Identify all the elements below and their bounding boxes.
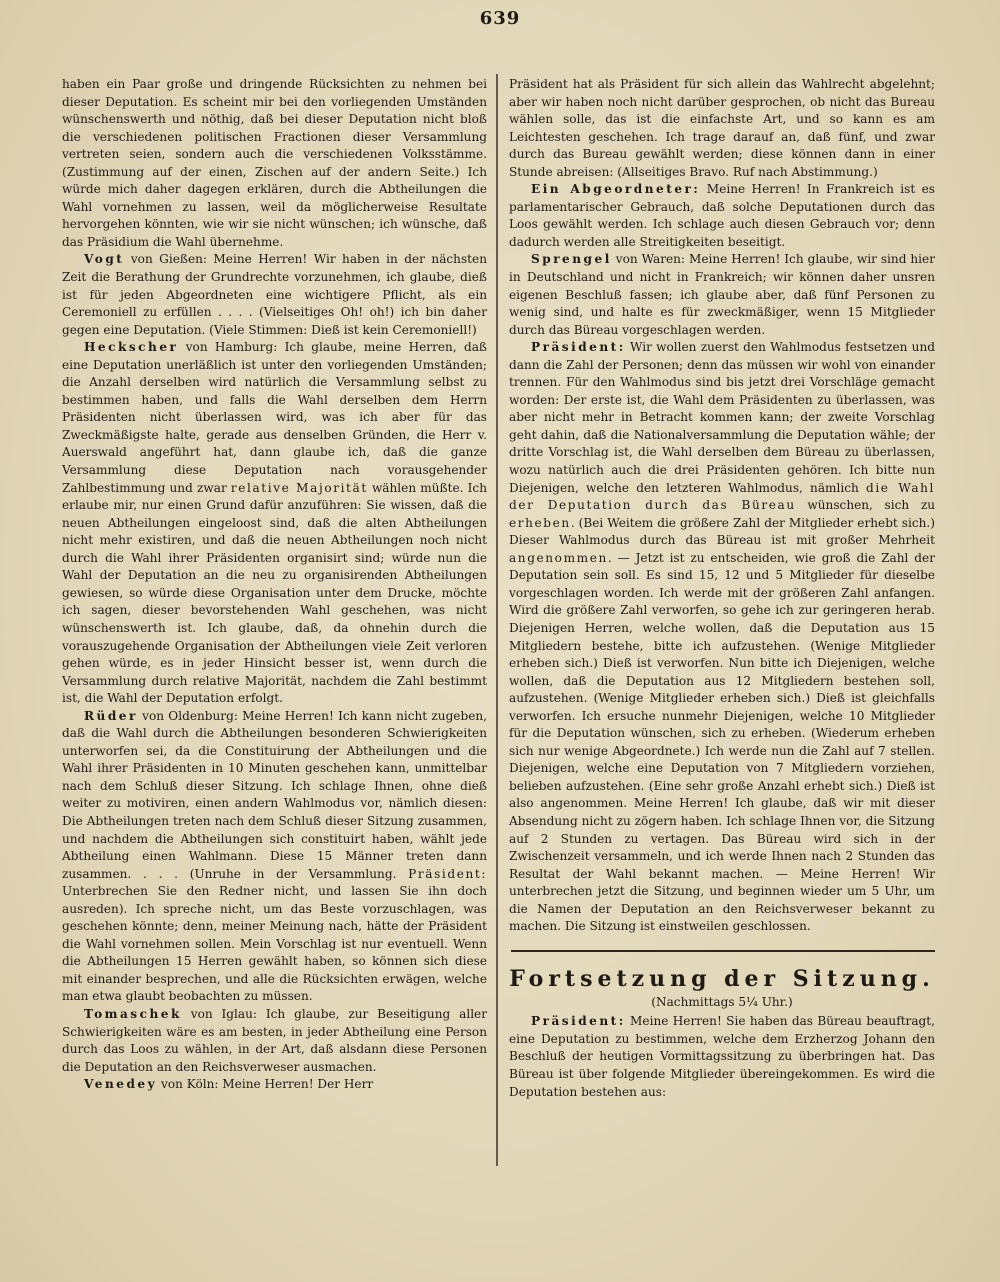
spaced-text: die Wahl der Deputation durch das Büreau (509, 480, 935, 513)
paragraph-text: von Oldenburg: Meine Herren! Ich kann nicht zugeben, daß die Wahl durch die Abtheilungen besonderen Schwierigkeiten unterworfen sei, da die Constituirung der Abtheilungen und die Wahl ihrer Präsidenten in 10 Minuten geschehen kann, unmittelbar nach dem Schluß dieser Sitzung. Ich schlage Ihnen, ohne dieß weiter zu motiviren, einen andern Wahlmodus vor, nämlich diesen: Die Abtheilungen treten nach dem Schluß dieser Sitzung zusammen, und nachdem die Abtheilungen sich constituirt haben, wählt jede Abtheilung einen Wahlmann. Diese 15 Männer treten dann zusammen. . . . (Unruhe in der Versammlung. (62, 708, 487, 881)
paragraph (62, 251, 487, 339)
paragraph (509, 76, 935, 181)
page-number: 639 (479, 8, 521, 29)
paragraph-text: Präsident hat als Präsident für sich allein das Wahlrecht abgelehnt; aber wir haben noch nicht darüber gesprochen, ob nicht das Bureau wählen solle, das ist die einfachste Art, und so kann es am Leichtesten geschehen. Ich trage darauf an, daß fünf, und zwar durch das Bureau gewählt werden; diese können dann in einer Stunde abreisen: (Allseitiges Bravo. Ruf nach Abstimmung.) (509, 77, 935, 179)
paragraph-text: Wir wollen zuerst den Wahlmodus festsetzen und dann die Zahl der Personen; denn das müssen wir wohl von einander trennen. Für den Wahlmodus sind bis jetzt drei Vorschläge gemacht worden: Der erste ist, die Wahl dem Präsidenten zu überlassen, was aber nicht mehr in Betracht kommen kann; der zweite Vorschlag geht dahin, daß die Nationalversammlung die Deputation wähle; der dritte Vorschlag ist, die Wahl derselben dem Büreau zu überlassen, wozu natürlich auch die drei Präsidenten gehören. Ich bitte nun Diejenigen, welche den letzteren Wahlmodus, nämlich (509, 340, 935, 495)
section-rule (511, 950, 935, 952)
left-column (62, 76, 487, 1094)
paragraph-text: von Waren: Meine Herren! Ich glaube, wir sind hier in Deutschland und nicht in Frankreich; wir können daher unsren eigenen Beschluß fassen; ich glaube aber, daß fünf Personen zu wenig sind, und halte es für zweckmäßiger, wenn 15 Mitglieder durch das Büreau vorgeschlagen werden. (509, 252, 935, 337)
paragraph-text: Meine Herren! In Frankreich ist es parlamentarischer Gebrauch, daß solche Deputationen durch das Loos gewählt werden. Ich schlage auch diesen Gebrauch vor; denn dadurch werden alle Streitigkeiten beseitigt. (509, 182, 935, 249)
paragraph (62, 76, 487, 251)
speaker-name: Präsident: (408, 866, 487, 881)
speaker-name: Heckscher (84, 340, 179, 355)
paragraph-text: von Köln: Meine Herren! Der Herr (157, 1077, 374, 1092)
paragraph-text: wählen müßte. Ich erlaube mir, nur einen Grund dafür anzuführen: Sie wissen, daß die neuen Abtheilungen eingeloost sind, daß die alten Abtheilungen nicht mehr existiren, und daß die neuen Abtheilungen noch nicht durch die Wahl ihrer Präsidenten organisirt sind; würde nun die Wahl der Deputation an die neu zu organisirenden Abtheilungen gewiesen, so würde diese Organisation unter dem Drucke, möchte ich sagen, dieser bevorstehenden Wahl geschehen, was nicht wünschenswerth ist. Ich glaube, daß, da ohnehin durch die vorauszugehende Organisation der Abtheilungen viele Zeit verloren gehen würde, es in jeder Hinsicht besser ist, wenn durch die Versammlung durch relative Majorität, nachdem die Zahl bestimmt ist, die Wahl der Deputation erfolgt. (62, 480, 487, 706)
spaced-text: erheben (509, 515, 571, 530)
speaker-name: Präsident: (531, 1014, 626, 1029)
paragraph-text: von Iglau: Ich glaube, zur Beseitigung aller Schwierigkeiten wäre es am besten, in jeder Abtheilung eine Person durch das Loos zu wählen, in der Art, daß alsdann diese Personen die Deputation an den Reichsverweser ausmachen. (62, 1006, 487, 1074)
paragraph-text: . (Bei Weitem die größere Zahl der Mitglieder erhebt sich.) Dieser Wahlmodus durch das Büreau ist mit großer Mehrheit (509, 515, 935, 548)
paragraph (509, 339, 935, 936)
paragraph (62, 708, 487, 1006)
paragraph (62, 1006, 487, 1076)
column-divider (496, 74, 498, 1166)
section-subtitle: (Nachmittags 5¼ Uhr.) (651, 994, 793, 1009)
speaker-name: Ein Abgeordneter: (531, 182, 701, 197)
speaker-name: Vogt (84, 252, 125, 267)
speaker-name: Venedey (84, 1077, 158, 1092)
paragraph (509, 181, 935, 251)
right-column (509, 76, 935, 1101)
spaced-text: angenommen (509, 550, 608, 565)
paragraph (509, 1013, 935, 1101)
paragraph (62, 1076, 487, 1094)
paragraph-text: . — Jetzt ist zu entscheiden, wie groß die Zahl der Deputation sein soll. Es sind 15, 12 und 5 Mitglieder für dieselbe vorgeschlagen worden. Ich werde mit der größeren Zahl anfangen. Wird die größere Zahl verworfen, so gehe ich zur geringeren herab. Diejenigen Herren, welche wollen, daß die Deputation aus 15 Mitgliedern bestehe, bitte ich aufzustehen. (Wenige Mitglieder erheben sich.) Dieß ist verworfen. Nun bitte ich Diejenigen, welche wollen, daß die Deputation aus 12 Mitgliedern bestehen soll, aufzustehen. (Wenige Mitglieder erheben sich.) Dieß ist gleichfalls verworfen. Ich ersuche nunmehr Diejenigen, welche 10 Mitglieder für die Deputation wünschen, sich zu erheben. (Wiederum erheben sich nur wenige Abgeordnete.) Ich werde nun die Zahl auf 7 stellen. Diejenigen, welche eine Deputation von 7 Mitgliedern vorziehen, belieben aufzustehen. (Eine sehr große Anzahl erhebt sich.) Dieß ist also angenommen. Meine Herren! Ich glaube, daß wir mit dieser Absendung nicht zu zögern haben. Ich schlage Ihnen vor, die Sitzung auf 2 Stunden zu vertagen. Das Büreau wird sich in der Zwischenzeit versammeln, und ich werde Ihnen nach 2 Stunden das Resultat der Wahl bekannt machen. — Meine Herren! Wir unterbrechen jetzt die Sitzung, und beginnen wieder um 5 Uhr, um die Namen der Deputation an den Reichsverweser bekannt zu machen. Die Sitzung ist einstweilen geschlossen. (509, 550, 935, 934)
paragraph-text: von Gießen: Meine Herren! Wir haben in der nächsten Zeit die Berathung der Grundrechte vorzunehmen, ich glaube, dieß ist für jeden Abgeordneten eine wichtigere Pflicht, als ein Ceremoniell zu erfüllen . . . . (Vielseitiges Oh! oh!) ich bin daher gegen eine Deputation. (Viele Stimmen: Dieß ist kein Ceremoniell!) (62, 252, 487, 337)
paragraph-text: Meine Herren! Sie haben das Büreau beauftragt, eine Deputation zu bestimmen, welche dem Erzherzog Johann den Beschluß der heutigen Vormittagssitzung zu überbringen hat. Das Büreau ist über folgende Mitglieder übereingekommen. Es wird die Deputation bestehen aus: (509, 1014, 935, 1099)
paragraph (509, 251, 935, 339)
speaker-name: Tomaschek (84, 1006, 182, 1021)
speaker-name: Rüder (84, 708, 138, 723)
paragraph-text: von Hamburg: Ich glaube, meine Herren, daß eine Deputation unerläßlich ist unter den vorliegenden Umständen; die Anzahl derselben wird natürlich die Versammlung selbst zu bestimmen haben, und falls die Wahl derselben dem Herrn Präsidenten nicht überlassen wird, was ich aber für das Zweckmäßigste halte, gerade aus denselben Gründen, die Herr v. Auerswald angeführt hat, dann glaube ich, daß die ganze Versammlung diese Deputation nach vorausgehender Zahlbestimmung und zwar (62, 340, 487, 495)
section-title: Fortsetzung der Sitzung. (509, 965, 935, 992)
speaker-name: Sprengel (531, 252, 612, 267)
paragraph-text: Unterbrechen Sie den Redner nicht, und lassen Sie ihn doch ausreden). Ich spreche nicht, um das Beste vorzuschlagen, was geschehen könnte; denn, meiner Meinung nach, hätte der Präsident die Wahl vornehmen sollen. Mein Vorschlag ist nur eventuell. Wenn die Abtheilungen 15 Herren gewählt haben, so können sich diese mit einander besprechen, und alle die Rücksichten erwägen, welche man etwa glaubt beobachten zu müssen. (62, 884, 487, 1004)
paragraph (62, 339, 487, 707)
paragraph-text: haben ein Paar große und dringende Rücksichten zu nehmen bei dieser Deputation. Es scheint mir bei den vorliegenden Umständen wünschenswerth und nöthig, daß bei dieser Deputation nicht bloß die verschiedenen politischen Fractionen dieser Versammlung vertreten seien, sondern auch die verschiedenen Volksstämme. (Zustimmung auf der einen, Zischen auf der andern Seite.) Ich würde mich daher dagegen erklären, durch die Abtheilungen die Wahl vornehmen zu lassen, weil da möglicherweise Resultate hervorgehen könnten, wie wir sie nicht wünschen; ich wünsche, daß das Präsidium die Wahl übernehme. (62, 77, 487, 249)
speaker-name: Präsident: (531, 340, 626, 355)
paragraph-text: wünschen, sich zu (795, 498, 935, 513)
spaced-text: relative Majorität (230, 480, 368, 495)
